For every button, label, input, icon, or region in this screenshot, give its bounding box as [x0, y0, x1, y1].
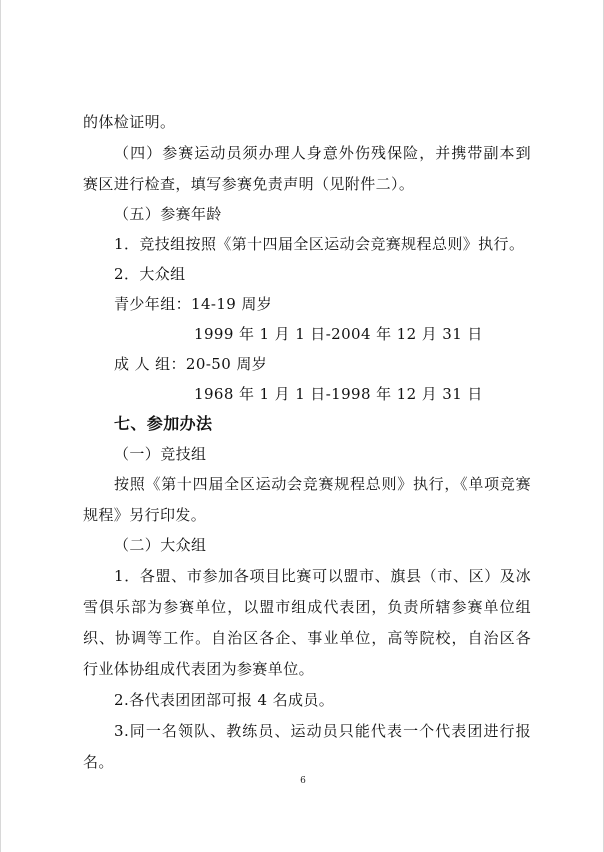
text-line-5: 1．竞技组按照《第十四届全区运动会竞赛规程总则》执行。 — [114, 235, 525, 253]
text-line-9: 成 人 组：20-50 周岁 — [114, 355, 268, 373]
text-line-13: 按照《第十四届全区运动会竞赛规程总则》执行，《单项竞赛 — [114, 475, 531, 493]
text-line-15: （二）大众组 — [114, 536, 207, 554]
text-line-4: （五）参赛年龄 — [114, 205, 222, 223]
text-line-2: （四）参赛运动员须办理人身意外伤残保险，并携带副本到 — [114, 144, 531, 162]
text-line-7: 青少年组：14-19 周岁 — [114, 295, 273, 313]
text-line-10: 1968 年 1 月 1 日-1998 年 12 月 31 日 — [194, 385, 483, 403]
text-line-20: 2.各代表团团部可报 4 名成员。 — [114, 691, 335, 709]
text-line-3: 赛区进行检查，填写参赛免责声明（见附件二）。 — [83, 175, 415, 193]
text-line-6: 2．大众组 — [114, 265, 186, 283]
text-line-22: 名。 — [83, 753, 114, 771]
text-line-14: 规程》另行印发。 — [83, 506, 207, 524]
text-line-12: （一）竞技组 — [114, 445, 207, 463]
text-line-1: 的体检证明。 — [83, 113, 176, 131]
text-line-21: 3.同一名领队、教练员、运动员只能代表一个代表团进行报 — [114, 722, 531, 740]
text-line-8: 1999 年 1 月 1 日-2004 年 12 月 31 日 — [194, 325, 483, 343]
text-line-18: 织、协调等工作。自治区各企、事业单位，高等院校，自治区各 — [83, 629, 531, 647]
text-line-19: 行业体协组成代表团为参赛单位。 — [83, 660, 315, 678]
page-number: 6 — [300, 776, 306, 786]
text-line-17: 雪俱乐部为参赛单位，以盟市组成代表团，负责所辖参赛单位组 — [83, 598, 531, 616]
section-heading: 七、参加办法 — [114, 414, 213, 433]
text-line-16: 1．各盟、市参加各项目比赛可以盟市、旗县（市、区）及冰 — [114, 567, 531, 585]
